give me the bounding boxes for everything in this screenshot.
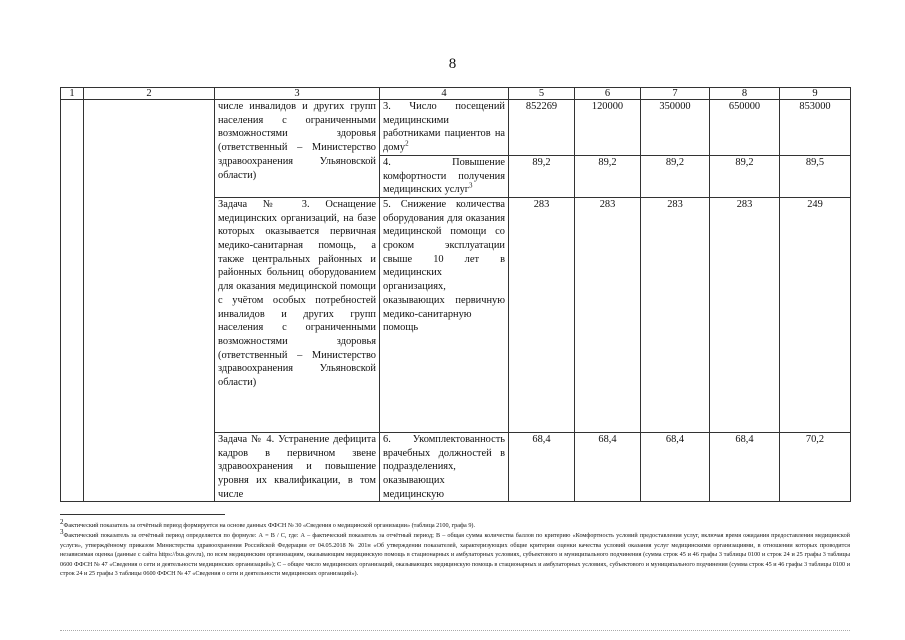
- indicator-cell: 5. Снижение количества оборудования для оказания медицинской помощи со сроком эксплуатации свыше 10 лет в медицинских организациях, оказывающих первичную медико-санитарную помощь: [380, 197, 509, 432]
- header-cell: 3: [215, 88, 380, 100]
- value-cell: 249: [780, 197, 851, 432]
- value-cell: 283: [710, 197, 780, 432]
- value-cell: 89,2: [509, 155, 575, 197]
- value-cell: 68,4: [641, 432, 710, 502]
- footnote-separator: [60, 514, 225, 515]
- value-cell: 70,2: [780, 432, 851, 502]
- value-cell: 68,4: [509, 432, 575, 502]
- header-cell: 8: [710, 88, 780, 100]
- value-cell: 68,4: [710, 432, 780, 502]
- value-cell: 89,2: [710, 155, 780, 197]
- indicator-cell: 6. Укомплектованность врачебных должностей в подразделениях, оказывающих медицинскую: [380, 432, 509, 502]
- value-cell: 283: [509, 197, 575, 432]
- column-1-cell: [61, 100, 84, 502]
- indicator-table: [60, 87, 851, 502]
- value-cell: 68,4: [575, 432, 641, 502]
- header-cell: 6: [575, 88, 641, 100]
- indicator-text: 3. Число посещений медицинскими работниками пациентов на дому: [383, 101, 505, 154]
- indicator-cell: [380, 100, 509, 156]
- value-cell: 120000: [575, 100, 641, 156]
- column-2-cell: [84, 100, 215, 502]
- header-cell: 4: [380, 88, 509, 100]
- footnote-ref: 3: [469, 181, 473, 190]
- indicator-text: 4. Повышение комфортности получения медицинских услуг: [383, 156, 505, 196]
- footnote-ref: 2: [405, 139, 409, 148]
- value-cell: 350000: [641, 100, 710, 156]
- value-cell: 89,2: [641, 155, 710, 197]
- header-cell: 7: [641, 88, 710, 100]
- header-cell: 5: [509, 88, 575, 100]
- value-cell: 650000: [710, 100, 780, 156]
- value-cell: 852269: [509, 100, 575, 156]
- page-number: 8: [448, 56, 457, 72]
- footnote-text: Фактический показатель за отчётный период определяется по формуле: А = В / С, где: А – фактический показатель за отчётный период; В – общая сумма количества баллов по критерию «Комфортность условий предоставления услуг, включая время ожидания предоставления медицинской услуги», утверждённому приказом Министерства здравоохранения Российской Федерации от 04.05.2018 № 201н «Об утверждении показателей, характеризующих общие критерии оценки качества условий оказания услуг медицинскими организациями, в отношении которых проводится независимая оценка (данные с сайта https://bus.gov.ru), по всем медицинским организациям, оказывающим медицинскую помощь в стационарных и амбулаторных условиях, субъектового и муниципального подчинения (сумма строк 45 и 46 графы 3 таблицы 0100 и строк 24 и 25 графы 3 таблицы 0600 ФФСН № 47 «Сведения о сети и деятельности медицинских организаций»); С – общее число медицинских организаций, оказывающих медицинскую помощь в стационарных и амбулаторных условиях, субъектового и муниципального подчинения (сумма строк 45 и 46 графы 3 таблицы 0100 и строк 24 и 25 графы 3 таблицы 0600 ФФСН № 47 «Сведения о сети и деятельности медицинских организаций»).: [60, 532, 850, 578]
- header-cell: 1: [61, 88, 84, 100]
- task-cell: Задача № 3. Оснащение медицинских организаций, на базе которых оказывается первичная медико-санитарная помощь, а также центральных районных и районных больниц оборудованием для оказания медицинской помощи с учётом особых потребностей инвалидов и других групп населения с ограниченными возможностями здоровья (ответственный – Министерство здравоохранения Ульяновской области): [215, 197, 380, 432]
- value-cell: 89,5: [780, 155, 851, 197]
- footnote-2: [60, 517, 850, 531]
- indicator-cell: [380, 155, 509, 197]
- task-cell: Задача № 4. Устранение дефицита кадров в первичном звене здравоохранения и повышение уровня их квалификации, в том числе: [215, 432, 380, 502]
- value-cell: 283: [641, 197, 710, 432]
- task-cell: числе инвалидов и других групп населения с ограниченными возможностями здоровья (ответственный – Министерство здравоохранения Ульяновской области): [215, 100, 380, 198]
- header-cell: 2: [84, 88, 215, 100]
- page-bottom-edge: [60, 630, 850, 631]
- value-cell: 89,2: [575, 155, 641, 197]
- value-cell: 853000: [780, 100, 851, 156]
- value-cell: 283: [575, 197, 641, 432]
- header-cell: 9: [780, 88, 851, 100]
- footnote-3: [60, 527, 850, 579]
- footnote-text: Фактический показатель за отчётный период формируется на основе данных ФФСН № 30 «Сведения о медицинской организации» (таблица 2100, графа 9).: [63, 522, 476, 529]
- footnote-mark: 2: [60, 517, 64, 526]
- table-row: [61, 100, 851, 156]
- footnote-mark: 3: [60, 527, 64, 536]
- header-row: [61, 88, 851, 100]
